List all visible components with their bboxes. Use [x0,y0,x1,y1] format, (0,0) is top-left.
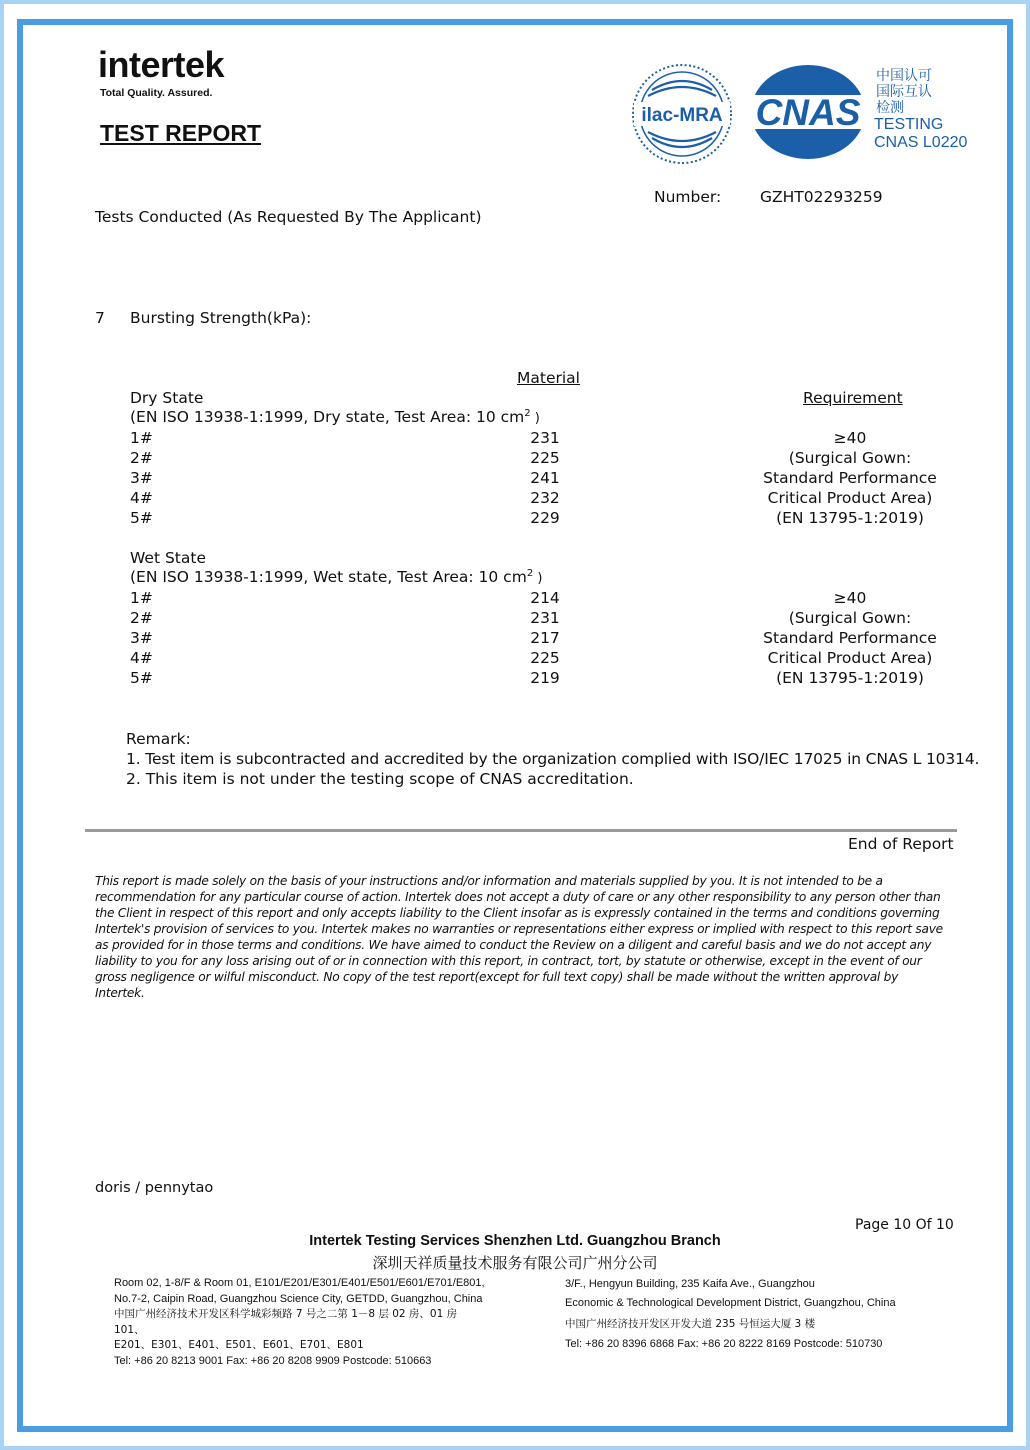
footer-address-right [565,1276,896,1354]
wet-state-title: Wet State [130,549,206,567]
section-number: 7 [95,309,105,327]
address-line: 3/F., Hengyun Building, 235 Kaifa Ave., Guangzhou [565,1278,815,1290]
material-column-header: Material [517,369,580,387]
cnas-text: CNAS [755,92,861,133]
cnas-chinese-label [876,68,932,116]
ilac-mra-seal-icon [630,62,734,166]
section-divider [85,829,957,832]
table-row-requirement: Critical Product Area) [767,489,933,507]
table-row-value: 225 [530,449,560,467]
signers: doris / pennytao [95,1180,214,1196]
section-title: Bursting Strength(kPa): [130,309,312,327]
report-title: TEST REPORT [100,120,262,146]
company-name-chinese: 深圳天祥质量技术服务有限公司广州分公司 [372,1254,658,1272]
cnas-code: CNAS L0220 [874,134,968,151]
table-row-value: 214 [530,589,560,607]
end-of-report: End of Report [848,835,954,853]
page-number: Page 10 Of 10 [855,1217,954,1233]
address-line: E201、E301、E401、E501、E601、E701、E801 [114,1339,364,1351]
table-row-requirement: (Surgical Gown: [788,609,912,627]
table-row-label: 4# [130,489,153,507]
disclaimer-text: This report is made solely on the basis of your instructions and/or information and materials supplied by you. It is not intended to be a recommendation for any particular course of action. Intertek does not accept a duty of care or any other responsibility to any person other than the Client in respect of this report and only accepts liability to the Client insofar as is expressly contained in the terms and conditions governing Intertek's provision of services to you. Intertek makes no warranties or representations either express or implied with respect to this report save as provided for in those terms and conditions. We have aimed to conduct the Review on a diligent and careful basis and we do not accept any liability to you for any loss arising out of or in connection with this report, in contract, tort, by statute or otherwise, except in the event of our gross negligence or wilful misconduct. No copy of the test report(except for full text copy) shall be made without the written approval by Intertek. [95,874,943,1000]
method-end: ) [533,571,543,587]
company-name-english: Intertek Testing Services Shenzhen Ltd. Guangzhou Branch [309,1233,721,1249]
address-line: Tel: +86 20 8213 9001 Fax: +86 20 8208 9909 Postcode: 510663 [114,1354,432,1367]
table-row-value: 219 [530,669,560,687]
table-row-value: 225 [530,649,560,667]
cnas-cn-line: 中国认可 [876,68,932,84]
cnas-cn-line: 国际互认 [876,84,932,100]
remark-title: Remark: [126,730,191,748]
table-row-label: 3# [130,469,153,487]
table-row-value: 217 [530,629,560,647]
logo-tagline: Total Quality. Assured. [100,87,213,99]
table-row-value: 229 [530,509,560,527]
table-row-label: 5# [130,669,153,687]
tests-conducted-title: Tests Conducted (As Requested By The Applicant) [95,208,482,226]
table-row-label: 1# [130,429,153,447]
table-row-requirement: (Surgical Gown: [788,449,912,467]
table-row-value: 232 [530,489,560,507]
address-line: Economic & Technological Development District, Guangzhou, China [565,1297,896,1309]
method-superscript: 2 [526,568,534,579]
footer-address-left [114,1276,485,1369]
table-row-value: 231 [530,609,560,627]
table-row-value: 231 [530,429,560,447]
address-line: 中国广州经济技术开发区科学城彩频路 7 号之二第 1－8 层 02 房、01 房 [114,1308,458,1320]
cnas-cn-line: 检测 [876,100,904,116]
address-line: 101、 [114,1323,145,1336]
report-number-value: GZHT02293259 [760,188,883,206]
table-row-label: 3# [130,629,153,647]
table-row-label: 5# [130,509,153,527]
table-row-requirement: Standard Performance [763,629,937,647]
address-line: Room 02, 1-8/F & Room 01, E101/E201/E301/E401/E501/E601/E701/E801, [114,1277,485,1289]
table-row-label: 1# [130,589,153,607]
table-row-value: 241 [530,469,560,487]
method-text: (EN ISO 13938-1:1999, Dry state, Test Area: 10 cm [130,408,525,427]
table-row-requirement: ≥40 [833,589,867,607]
address-line: No.7-2, Caipin Road, Guangzhou Science City, GETDD, Guangzhou, China [114,1292,483,1305]
cnas-testing-label: TESTING [874,116,944,133]
requirement-column-header: Requirement [803,389,903,407]
table-row-label: 4# [130,649,153,667]
address-line: 中国广州经济技开发区开发大道 235 号恒运大厦 3 楼 [565,1318,816,1330]
table-row-requirement: (EN 13795-1:2019) [776,669,924,687]
remark-line-2: 2. This item is not under the testing scope of CNAS accreditation. [126,770,634,788]
method-end: ) [530,411,540,427]
cnas-seal-icon [748,62,868,162]
table-row-label: 2# [130,449,153,467]
table-row-requirement: (EN 13795-1:2019) [776,509,924,527]
address-line: Tel: +86 20 8396 6868 Fax: +86 20 8222 8169 Postcode: 510730 [565,1338,883,1350]
table-row-requirement: Critical Product Area) [767,649,933,667]
remark-line-1: 1. Test item is subcontracted and accredited by the organization complied with ISO/IEC 17025 in CNAS L 10314. [126,750,980,768]
method-superscript: 2 [524,408,531,419]
report-number-label: Number: [654,188,722,206]
ilac-mra-text: ilac-MRA [641,105,723,126]
intertek-logo: intertek [98,44,225,85]
dry-state-title: Dry State [130,389,204,407]
wet-state-method [130,568,542,586]
method-text: (EN ISO 13938-1:1999, Wet state, Test Area: 10 cm [130,568,527,587]
dry-state-method [130,408,540,426]
table-row-label: 2# [130,609,153,627]
table-row-requirement: ≥40 [833,429,867,447]
table-row-requirement: Standard Performance [763,469,937,487]
